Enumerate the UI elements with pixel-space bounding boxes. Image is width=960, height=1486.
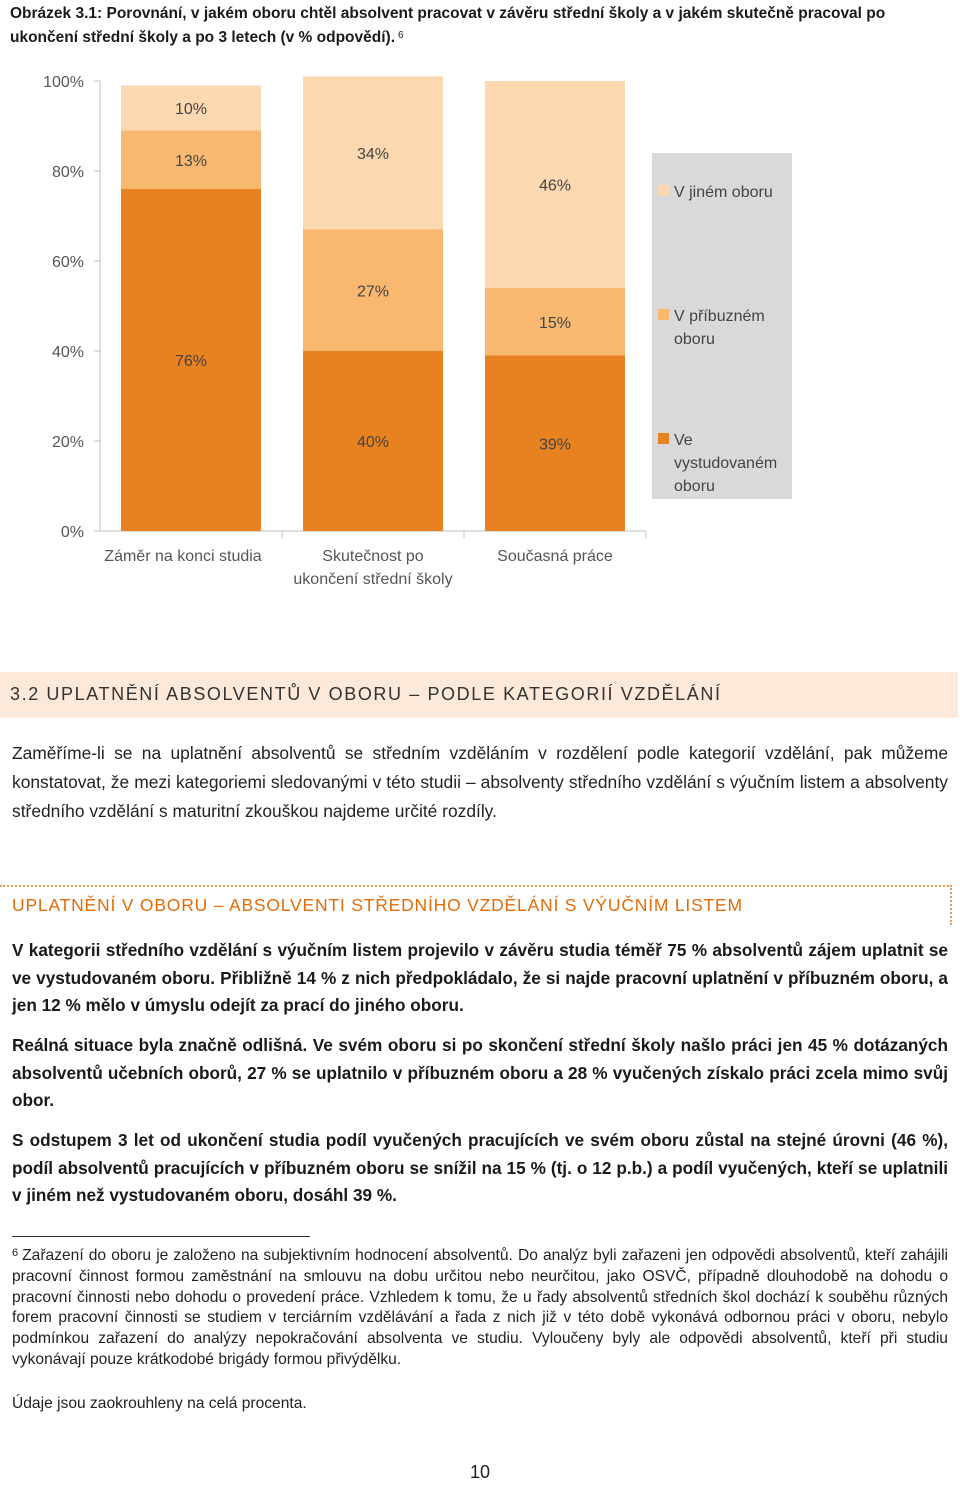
figure-caption-text: Obrázek 3.1: Porovnání, v jakém oboru chtěl absolvent pracovat v závěru střední školy a v jakém skutečně pracoval po ukončení střední školy a po 3 letech (v % odpovědí). xyxy=(10,5,886,46)
rounding-note: Údaje jsou zaokrouhleny na celá procenta. xyxy=(12,1395,307,1412)
data-label: 46% xyxy=(538,177,572,195)
x-tick-label: Současná práce xyxy=(497,548,613,565)
y-tick-label: 0% xyxy=(60,524,84,541)
legend-label: oboru xyxy=(674,331,715,348)
footnote-number: 6 xyxy=(12,1247,19,1259)
legend-swatch xyxy=(658,433,669,444)
legend-background xyxy=(652,153,792,499)
legend-swatch xyxy=(658,309,669,320)
paragraph-three-years: S odstupem 3 let od ukončení studia podíl vyučených pracujících ve svém oboru zůstal na stejné úrovni (46 %), podíl absolventů pracujících v příbuzném oboru se snížil na 15 % (tj. o 12 p.b.) a podíl vyučených, kteří se uplatnili v jiném než vystudovaném oboru, dosáhl 39 %. xyxy=(12,1130,948,1205)
figure-caption xyxy=(10,2,950,50)
paragraph-intent: V kategorii středního vzdělání s výučním listem projevilo v závěru studia téměř 75 % absolventů zájem uplatnit se ve vystudovaném oboru. Přibližně 14 % z nich předpokládalo, že si najde pracovní uplatnění v příbuzném oboru, a jen 12 % mělo v úmyslu odejít za prací do jiného oboru. xyxy=(12,940,948,1015)
stacked-bar-chart xyxy=(0,65,960,605)
x-tick-label: ukončení střední školy xyxy=(293,571,453,588)
footnote xyxy=(12,1246,948,1371)
intro-paragraph: Zaměříme-li se na uplatnění absolventů se středním vzděláním v rozdělení podle kategorií vzdělání, pak můžeme konstatovat, že mezi kategoriemi sledovanými v této studii – absolventy středního vzdělání s výučním listem a absolventy středního vzdělání s maturitní zkouškou najdeme určité rozdíly. xyxy=(12,743,948,821)
x-tick-label: Záměr na konci studia xyxy=(104,548,262,565)
y-tick-label: 100% xyxy=(43,74,84,91)
legend-swatch xyxy=(658,185,669,196)
data-label: 40% xyxy=(356,434,390,451)
data-label: 76% xyxy=(174,353,208,370)
data-label: 34% xyxy=(356,146,390,163)
legend-label: V jiném oboru xyxy=(674,184,773,201)
paragraph-reality: Reálná situace byla značně odlišná. Ve svém oboru si po skončení střední školy našlo práci jen 45 % dotázaných absolventů učebních oborů, 27 % se uplatnilo v příbuzném oboru a 28 % vyučených získalo práci zcela mimo svůj obor. xyxy=(12,1035,948,1110)
y-tick-label: 80% xyxy=(51,164,84,181)
data-label: 10% xyxy=(174,101,208,118)
legend-label: V příbuzném xyxy=(674,308,765,325)
data-label: 13% xyxy=(174,152,208,170)
data-label: 27% xyxy=(356,283,390,301)
legend-label: vystudovaném xyxy=(674,455,778,472)
x-tick-label: Skutečnost po xyxy=(322,548,424,565)
data-label: 39% xyxy=(538,436,572,454)
y-tick-label: 20% xyxy=(51,434,84,451)
footnote-separator xyxy=(12,1236,310,1237)
y-tick-label: 60% xyxy=(51,254,84,271)
data-label: 15% xyxy=(538,314,572,332)
section-heading: 3.2 UPLATNĚNÍ ABSOLVENTŮ V OBORU – PODLE KATEGORIÍ VZDĚLÁNÍ xyxy=(0,672,958,718)
footnote-text: Zařazení do oboru je založeno na subjektivním hodnocení absolventů. Do analýz byli zařazeni jen odpovědi absolventů, kteří zahájili pracovní činnost formou zaměstnání na smlouvu na dobu určitou nebo neurčitou, jako OSVČ, případně dlouhodobě na dohodu o pracovní činnosti nebo dohodu o provedení práce. Vzhledem k tomu, že u řady absolventů středních škol dochází k souběhu různých forem pracovní činnosti se studiem v terciárním vzdělávání a řada z nich již v této době vykonává odbornou práci v oboru, nebylo podmínkou zařazení do analýzy nepokračování absolventa ve studiu. Vyloučeny byly ale odpovědi absolventů, kteří při studiu vykonávají pouze krátkodobé brigády formou přivýdělku. xyxy=(12,1247,948,1368)
legend-label: Ve xyxy=(674,432,693,449)
legend-label: oboru xyxy=(674,478,715,495)
y-tick-label: 40% xyxy=(51,344,84,361)
footnote-reference: 6 xyxy=(398,30,404,41)
subsection-heading: UPLATNĚNÍ V OBORU – ABSOLVENTI STŘEDNÍHO VZDĚLÁNÍ S VÝUČNÍM LISTEM xyxy=(0,885,952,925)
page-number: 10 xyxy=(469,1462,491,1482)
